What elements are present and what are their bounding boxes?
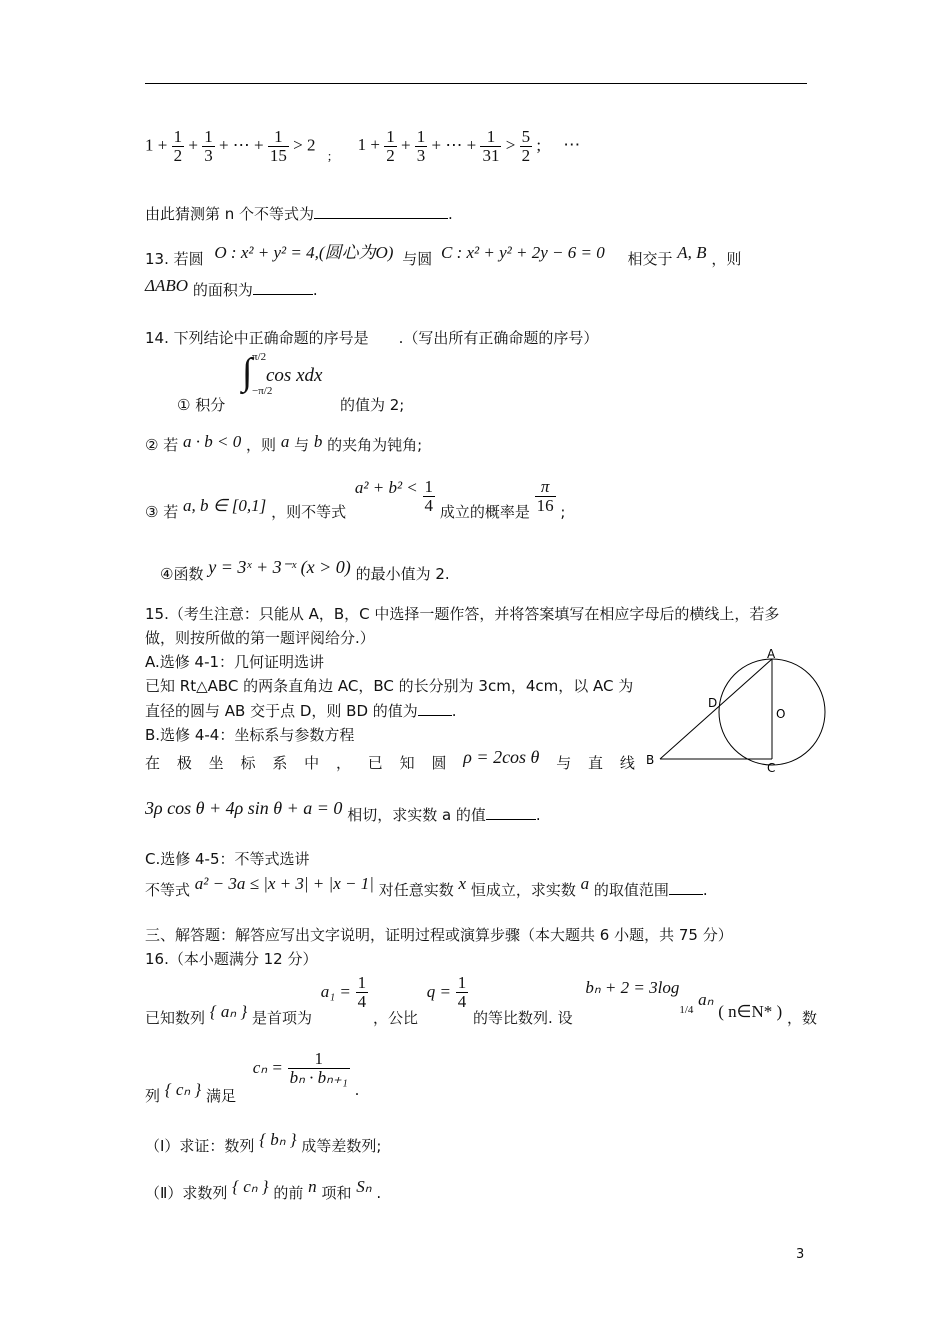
- answer-blank[interactable]: [669, 894, 703, 895]
- spaced-word: 中: [304, 754, 320, 772]
- spaced-word: 知: [399, 754, 415, 772]
- label-d: D: [708, 696, 718, 710]
- spaced-word: 直: [588, 754, 604, 772]
- spaced-word: 在: [145, 754, 161, 772]
- q16-line2: 列 { cₙ } 满足 cₙ = $\frac{1}{\text{bₙ · bₙ₊₁}}$ .: [145, 1049, 360, 1105]
- q15-a-line1: 已知 Rt△ABC 的两条直角边 AC，BC 的长分别为 3cm，4cm，以 AC 为: [145, 677, 634, 695]
- q15-c-title: C.选修 4-5：不等式选讲: [145, 850, 310, 868]
- q14-item2: ② 若 a · b < 0 ，则 a 与 b 的夹角为钝角;: [145, 432, 423, 454]
- q16-head: 16.（本小题满分 12 分）: [145, 950, 318, 968]
- q14-item3: ③ 若 a, b ∈ [0,1] ，则不等式 a² + b² < $\frac{1}{4}$ 成立的概率是 $\frac{\pi}{16}$ ;: [145, 477, 566, 521]
- q14-head: 14. 下列结论中正确命题的序号是 .（写出所有正确命题的序号）: [145, 329, 599, 347]
- inequality-line: 1 + $\frac{1}{2}$ + $\frac{1}{3}$ + ⋯ + $\frac{1}{15}$ > 2 $_;$ 1 + $\frac{1}{2}$ + $\frac{1}{3}$ + ⋯ + $\frac{1}{31}$ > $\frac{5}{2}$ ; ⋯: [145, 127, 581, 165]
- q15-b-line2: 3ρ cos θ + 4ρ sin θ + a = 0 相切，求实数 a 的值 .: [145, 798, 541, 824]
- q13-line1: 13. 若圆 O : x² + y² = 4,(圆心为O) 与圆 C : x² + y² + 2y − 6 = 0 相交于 A, B ，则: [145, 243, 742, 268]
- geometry-figure: [640, 648, 830, 778]
- q14-item1-value: 的值为 2;: [340, 396, 405, 414]
- q14-item1-label: ① 积分: [177, 396, 226, 414]
- guess-line: 由此猜测第 n 个不等式为 .: [145, 205, 453, 223]
- q16-part2: （Ⅱ）求数列 { cₙ } 的前 n 项和 Sₙ .: [145, 1177, 382, 1202]
- polar-circle-eq: ρ = 2cos θ: [463, 747, 540, 767]
- spaced-word: 线: [619, 754, 635, 772]
- spaced-word: 圆: [431, 754, 447, 772]
- label-a: A: [767, 648, 776, 661]
- q15-c-line: 不等式 a² − 3a ≤ |x + 3| + |x − 1| 对任意实数 x 恒成立，求实数 a 的取值范围 .: [145, 874, 708, 899]
- spaced-word: 标: [240, 754, 256, 772]
- spaced-word: ，: [335, 754, 351, 772]
- answer-blank[interactable]: [418, 715, 452, 716]
- spaced-word: 系: [272, 754, 288, 772]
- answer-blank[interactable]: [314, 218, 448, 219]
- q15-head1: 15.（考生注意：只能从 A，B，C 中选择一题作答，并将答案填写在相应字母后的横线上，若多: [145, 605, 780, 623]
- q15-a-line2: 直径的圆与 AB 交于点 D，则 BD 的值为 .: [145, 702, 457, 720]
- label-o: O: [776, 707, 786, 721]
- q16-line1: 已知数列 { aₙ } 是首项为 a₁ = $\frac{1}{4}$ ，公比 q = $\frac{1}{4}$ 的等比数列. 设 $b_n + 2 = 3\log_{1/4}$ aₙ ( n∈N* ) ，数: [145, 973, 817, 1027]
- label-b: B: [646, 753, 655, 767]
- spaced-word: 坐: [208, 754, 224, 772]
- page-number: 3: [796, 1247, 805, 1262]
- q15-head2: 做，则按所做的第一题评阅给分.）: [145, 629, 375, 647]
- q15-b-line1: [145, 747, 635, 773]
- answer-blank[interactable]: [486, 819, 536, 820]
- q14-item4: ④函数 y = 3ˣ + 3⁻ˣ (x > 0) 的最小值为 2.: [160, 557, 450, 583]
- answer-blank[interactable]: [253, 294, 313, 295]
- label-c: C: [767, 761, 776, 775]
- q16-part1: （Ⅰ）求证：数列 { bₙ } 成等差数列;: [145, 1130, 382, 1155]
- q15-b-title: B.选修 4-4：坐标系与参数方程: [145, 726, 355, 744]
- integral-sign: ∫ π/2 −π/2 cos xdx: [242, 351, 323, 397]
- spaced-word: 已: [367, 754, 383, 772]
- header-rule: [145, 83, 807, 84]
- section3-heading: 三、解答题：解答应写出文字说明，证明过程或演算步骤（本大题共 6 小题，共 75 分）: [145, 926, 733, 944]
- spaced-word: 与: [556, 754, 572, 772]
- spaced-word: 极: [176, 754, 192, 772]
- q13-line2: ΔABO 的面积为 .: [145, 276, 318, 299]
- q15-a-title: A.选修 4-1：几何证明选讲: [145, 653, 325, 671]
